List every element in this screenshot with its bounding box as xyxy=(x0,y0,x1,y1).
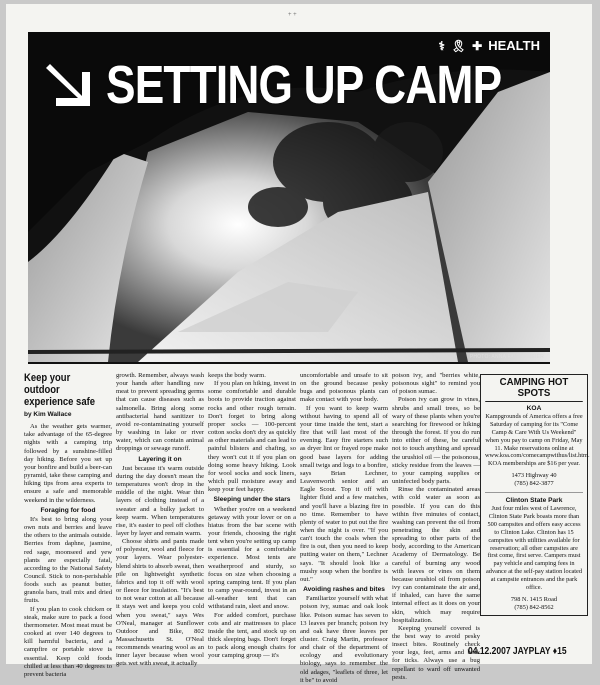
caduceus-icon: ⚕ xyxy=(438,38,445,53)
column-4 xyxy=(300,372,388,685)
photo-credit: PHOTO: ANNA FALTERMEIER xyxy=(469,354,544,360)
paragraph: If you plan to cook chicken or steak, make sure to pack a food thermometer. Most meat must be cooked at over 140 degrees to kill harmful bacteria, and a campfire or portable stove is essential. Keep cold foods chilled at less than 40 degrees to prevent bacteria xyxy=(24,605,112,678)
headline: SETTING UP CAMP xyxy=(106,55,502,115)
tent-photo xyxy=(28,32,550,364)
byline: by Kim Wallace xyxy=(24,411,72,418)
subhead: Sleeping under the stars xyxy=(213,496,291,504)
paragraph: Poison ivy can grow in vines, shrubs and small trees, so be wary of these plants when you're searching for firewood or hiking through the forest. If you do run into either of these, be careful not to touch anything and spread the urushiol oil — the poisonous, sticky residue from the leaves — to your camping supplies or uninfected body parts. xyxy=(392,396,480,486)
paragraph: Rinse the contaminated areas with cold water as soon as possible. If you can do this within five minutes of contact, washing can prevent the oil from penetrating the skin and spreading to other parts of the body, according to the American Academy of Dermatology. Be careful of burning any wood with leaves or vines on them because urushiol oil from poison ivy can contaminate the air and, if inhaled, can have the same internal effect as it does on your skin, which may require hospitalization. xyxy=(392,486,480,624)
paragraph: If you want to keep warm without having to spend all of your time inside the tent, start a fire that will last most of the evening. Easy fire starters such as dryer lint or frayed rope make good base layers for adding small twigs and logs to a bonfire, says Brian Lechner, Leavenworth senior and an Eagle Scout. Top it off with lighter fluid and a few matches, and you'll have a blazing fire in no time. Remember to have plenty of water to put out the fire when the night is over. "If you can't touch the coals when the fire is out, then you need to keep putting water on them," Lechner says. "It should look like a mushy soup when the bonfire is out." xyxy=(300,404,388,583)
paragraph: It's best to bring along your own nuts and berries and leave the others to the animals outside. Berries from daphne, jasmine, red sage, moonseed and yew plants are especially fatal, according to the National Safety Council. Stick to non-perishable foods such as peanut butter, granola bars, trail mix and dried fruits. xyxy=(24,515,112,605)
page-footer: 04.12.2007 JAYPLAY ♦15 xyxy=(468,646,567,657)
koa-phone: (785) 842-3877 xyxy=(514,480,554,488)
paragraph: Just because it's warm outside during the day doesn't mean the temperatures won't drop in the middle of the night. Wear thin layers of clothing instead of a sweater and a bulky jacket to keep warm. When temperatures rise, it's easier to peel off clothes layer by layer and remain warm. xyxy=(116,464,204,537)
paragraph: Keeping yourself covered is the best way to avoid pesky insect bites. Routinely check your legs, feet, arms and back for ticks. Always use a bug repellant to ward off unwanted pests. xyxy=(392,624,480,681)
column-5 xyxy=(392,372,480,682)
paragraph: Familiarize yourself with what poison ivy, sumac and oak look like. Poison sumac has seven to 13 leaves per branch; poison ivy and oak have three leaves per cluster. Craig Martin, professor and chair of the department of ecology and evolutionary biology, says to remember the old adages, "leaflets of three, let it be" to avoid xyxy=(300,595,388,684)
arrow-icon xyxy=(42,54,100,112)
subhead: Layering it on xyxy=(138,455,182,463)
column-3 xyxy=(208,372,296,660)
subhead: Avoiding rashes and bites xyxy=(303,586,385,594)
section-label: HEALTH xyxy=(488,38,540,53)
article-title: Keep your outdoor experience safe xyxy=(24,372,96,408)
cross-icon: ✚ xyxy=(472,38,483,53)
clinton-phone: (785) 842-8562 xyxy=(514,603,554,611)
paragraph: Choose shirts and pants made of polyester, wool and fleece for your layers. Wear polyester-blend shirts to absorb sweat, then pile on lightweight synthetic fabrics and top it off with wool or fleece for insulation. "It's best to not wear cotton at all because it stays wet and keeps you cold when you sweat," says Wes O'Neal, manager at Sunflower Outdoor and Bike, 802 Massachusetts St. O'Neal recommends wearing wool as an inner layer because when wool gets wet with sweat, it actually xyxy=(116,538,204,668)
column-2 xyxy=(116,372,204,669)
paragraph: For added comfort, purchase cots and air mattresses to place inside the tent, and stock up on thick sleeping bags. Don't forget to pack along enough chairs for your camping group — it's xyxy=(208,611,296,660)
clinton-address: 798 N. 1415 Road xyxy=(510,595,558,603)
divider xyxy=(485,492,583,493)
newspaper-page xyxy=(6,4,592,684)
camping-hot-spots-box xyxy=(480,374,588,616)
clinton-text: Just four miles west of Lawrence, Clinton State Park boasts more than 500 campsites and offers easy access to Clinton Lake. Clinton has 15 campsites with utilities available for reservation; all other campsites are first come, first serve. Campers must pay vehicle and camping fees in advance at the self-pay station located at campsite entrances and the park office. xyxy=(486,504,582,592)
paragraph: As the weather gets warmer, take advantage of the 65-degree nights with a camping trip followed by a sunshine-filled day hiking. Before you set up your bonfire and build a beer-can pyramid, take these camping and hiking tips from area experts to ensure a safe and memorable weekend in the wilderness. xyxy=(24,423,112,504)
registration-mark: + + xyxy=(288,12,297,18)
paragraph: Whether you're on a weekend getaway with your lover or on a hiatus from the bar scene with your friends, choosing the right tent when you're setting up camp is essential for a comfortable experience. Most tents are weatherproof and sturdy, so focus on size when choosing a spring camping tent. If you plan to camp year-round, invest in an all-weather tent that can withstand rain, sleet and snow. xyxy=(208,505,296,611)
paragraph: poison ivy, and "berries white, poisonous sight" to remind you of poison sumac. xyxy=(392,372,480,396)
column-1 xyxy=(24,372,112,679)
paragraph: growth. Remember, always wash your hands after handling raw meat to prevent spreading germs that can cause diseases such as salmonella. Bring along some antibacterial hand sanitizer to avoid re-contaminating yourself by washing in lake or river water, which can contain animal droppings or sewage runoff. xyxy=(116,372,204,453)
koa-text: Kampgrounds of America offers a free Saturday of camping for its "Come Camp & Care With Us Weekend" when you pay to camp on Friday, May 11. Make reservations online at www.koa.com/comecampwithus/list.htm. KOA memberships are $16 per year. xyxy=(485,412,590,468)
section-tag xyxy=(438,38,540,53)
subhead: Foraging for food xyxy=(40,506,96,514)
paragraph: uncomfortable and unsafe to sit on the ground because pesky bugs and poisonous plants can make contact with your body. xyxy=(300,372,388,404)
paragraph: If you plan on hiking, invest in some comfortable and durable boots to provide traction against rocks and other rough terrain. Don't forget to bring along proper socks — 100-percent cotton socks don't dry as quickly as other materials and can lead to painful blisters and chafing, so they won't cut it if you plan on doing some heavy hiking. Look for wool socks and sock liners, which pull moisture away and keep your feet happy. xyxy=(208,380,296,494)
ribbon-icon: 🎗 xyxy=(450,38,467,53)
paragraph: keeps the body warm. xyxy=(208,372,266,379)
koa-address: 1473 Highway 40 xyxy=(511,472,557,480)
koa-heading: KOA xyxy=(526,405,542,412)
clinton-heading: Clinton State Park xyxy=(505,497,563,505)
sidebar-title: CAMPING HOT SPOTS xyxy=(485,375,583,402)
